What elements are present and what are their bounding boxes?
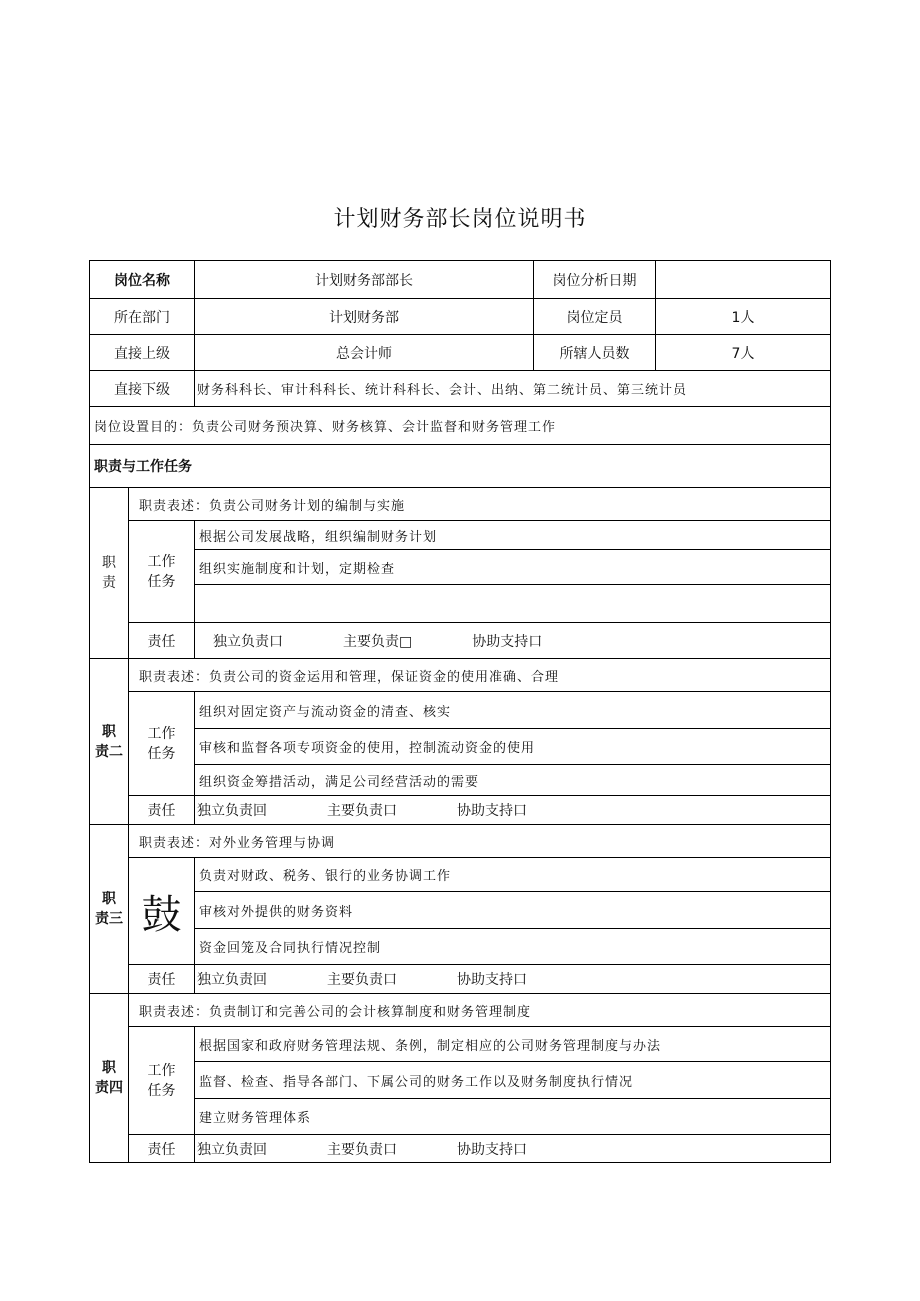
duty-4-label [89,993,129,1163]
duty-4-task-3: 建立财务管理体系 [194,1098,831,1135]
department-label: 所在部门 [89,298,195,335]
duty-2-statement: 职责表述：负责公司的资金运用和管理，保证资金的使用准确、合理 [128,658,831,692]
duty-4-resp-main[interactable]: 主要负责口 [327,1141,397,1158]
duty-1-statement: 职责表述：负责公司财务计划的编制与实施 [128,487,831,521]
superior-label: 直接上级 [89,334,195,371]
duty-1-task-3 [194,584,831,623]
duty-2-resp-label: 责任 [128,795,195,825]
subordinate-count-label: 所辖人员数 [533,334,656,371]
duty-1-resp-main[interactable]: 主要负责□ [343,633,413,650]
duty-2-resp-assist[interactable]: 协助支持口 [457,803,527,819]
duty-3-label-char-1: 职 [102,891,116,907]
analysis-date-value [655,260,831,299]
duty-2-task-3: 组织资金筹措活动，满足公司经营活动的需要 [194,764,831,796]
duty-2-task-1: 组织对固定资产与流动资金的清查、核实 [194,691,831,729]
analysis-date-label: 岗位分析日期 [533,260,656,299]
duty-4-task-label [128,1026,195,1135]
duty-2-label-char-2: 责二 [95,743,123,760]
duty-1-resp-assist[interactable]: 协助支持口 [472,633,543,650]
duty-3-label-char-2: 责三 [95,911,123,927]
duty-1-resp-options [194,622,831,659]
duty-4-resp-options [194,1134,831,1163]
duty-1-task-2: 组织实施制度和计划，定期检查 [194,549,831,585]
duty-4-task-1: 根据国家和政府财务管理法规、条例，制定相应的公司财务管理制度与办法 [194,1026,831,1062]
headcount-value: 1人 [655,298,831,335]
duty-2-resp-options [194,795,831,825]
duty-4-resp-label: 责任 [128,1134,195,1163]
duty-1-task-label [128,520,195,623]
duty-2-task-label-line-2: 任务 [147,745,176,762]
duty-4-task-label-line-1: 工作 [147,1062,176,1079]
duty-2-task-2: 审核和监督各项专项资金的使用，控制流动资金的使用 [194,728,831,765]
duty-4-resp-independent[interactable]: 独立负责回 [197,1141,267,1158]
duty-2-label-char-1: 职 [102,723,116,740]
duty-3-resp-options [194,964,831,994]
duty-3-resp-main[interactable]: 主要负责口 [327,972,397,988]
duty-3-resp-assist[interactable]: 协助支持口 [457,972,527,988]
duty-3-resp-independent[interactable]: 独立负责回 [197,972,267,988]
duty-3-task-label-glyph: 鼓 [141,891,182,938]
headcount-label: 岗位定员 [533,298,656,335]
section-title: 职责与工作任务 [89,444,831,488]
duty-2-task-label [128,691,195,796]
subordinates-value: 财务科科长、审计科科长、统计科科长、会计、出纳、第二统计员、第三统计员 [194,370,831,407]
duty-3-resp-label: 责任 [128,964,195,994]
position-name-label: 岗位名称 [89,260,195,299]
duty-1-resp-label: 责任 [128,622,195,659]
duty-3-label [89,824,129,994]
duty-1-task-1: 根据公司发展战略，组织编制财务计划 [194,520,831,550]
duty-4-label-char-2: 责四 [95,1080,123,1096]
position-name-value: 计划财务部部长 [194,260,534,299]
duty-4-statement: 职责表述：负责制订和完善公司的会计核算制度和财务管理制度 [128,993,831,1027]
superior-value: 总会计师 [194,334,534,371]
document-title: 计划财务部长岗位说明书 [333,207,587,232]
duty-1-label [89,487,129,659]
duty-3-task-3: 资金回笼及合同执行情况控制 [194,928,831,965]
duty-3-task-1: 负责对财政、税务、银行的业务协调工作 [194,857,831,892]
duty-2-label [89,658,129,825]
duty-3-task-2: 审核对外提供的财务资料 [194,891,831,929]
position-purpose: 岗位设置目的：负责公司财务预决算、财务核算、会计监督和财务管理工作 [89,406,831,445]
duty-2-task-label-line-1: 工作 [147,725,176,742]
duty-2-resp-independent[interactable]: 独立负责回 [197,803,267,819]
duty-4-label-char-1: 职 [102,1060,116,1076]
duty-2-resp-main[interactable]: 主要负责口 [327,803,397,819]
subordinates-label: 直接下级 [89,370,195,407]
duty-1-label-char-1: 职 [102,555,116,571]
duty-3-task-label [128,857,195,965]
duty-1-resp-independent[interactable]: 独立负责口 [213,633,283,650]
duty-4-task-2: 监督、检查、指导各部门、下属公司的财务工作以及财务制度执行情况 [194,1061,831,1099]
duty-1-task-label-line-2: 任务 [147,573,176,590]
duty-1-task-label-line-1: 工作 [147,553,176,570]
duty-3-statement: 职责表述：对外业务管理与协调 [128,824,831,858]
department-value: 计划财务部 [194,298,534,335]
duty-4-resp-assist[interactable]: 协助支持口 [457,1141,527,1158]
duty-4-task-label-line-2: 任务 [147,1082,176,1099]
subordinate-count-value: 7人 [655,334,831,371]
duty-1-label-char-2: 责 [102,575,116,591]
